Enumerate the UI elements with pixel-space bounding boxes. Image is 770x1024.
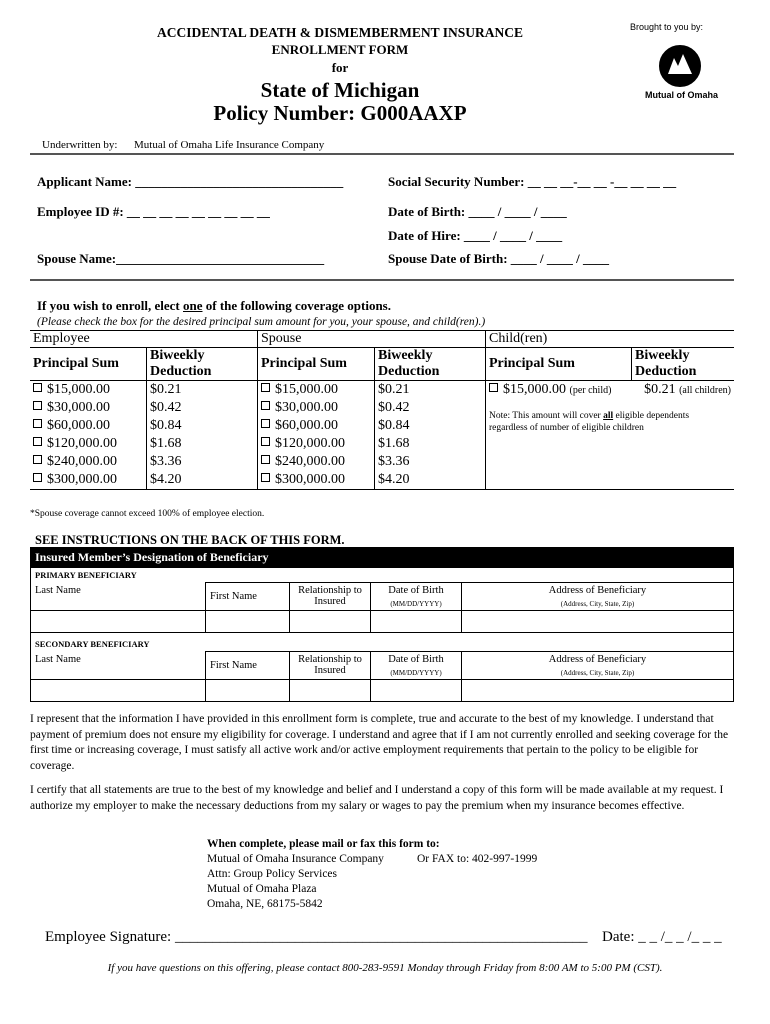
spouse-name-field[interactable]: Spouse Name:________________________________	[37, 251, 325, 266]
policy-number: Policy Number: G000AAXP	[213, 101, 467, 125]
divider	[30, 153, 734, 155]
primary-last-input[interactable]	[31, 611, 206, 633]
checkbox-icon[interactable]	[33, 437, 42, 446]
spouse-sums	[258, 381, 375, 490]
primary-first-input[interactable]	[206, 611, 290, 633]
brought-to-you-label: Brought to you by:	[630, 22, 704, 32]
spouse-option[interactable]: $240,000.00	[261, 453, 371, 471]
secondary-label: SECONDARY BENEFICIARY	[31, 633, 734, 652]
employee-signature-field[interactable]: Employee Signature: _______________________________________________________	[45, 929, 588, 945]
ssn-field[interactable]: Social Security Number: __ __ __-__ __ -__ __ __ __	[388, 174, 677, 189]
underwritten-label: Underwritten by:	[42, 139, 118, 151]
secondary-address-input[interactable]	[462, 680, 734, 702]
mail-line1: Mutual of Omaha Insurance Company	[207, 853, 384, 865]
fax-number: Or FAX to: 402-997-1999	[417, 853, 538, 865]
checkbox-icon[interactable]	[261, 419, 270, 428]
spouse-option[interactable]: $15,000.00	[261, 381, 371, 399]
spouse-option[interactable]: $300,000.00	[261, 471, 371, 489]
primary-label: PRIMARY BENEFICIARY	[31, 568, 734, 583]
beneficiary-heading: Insured Member’s Designation of Beneficiary	[31, 548, 734, 568]
form-title-line1: ACCIDENTAL DEATH & DISMEMBERMENT INSURANCE	[156, 25, 524, 40]
form-title-line3: for	[331, 60, 349, 75]
employee-deductions: $0.21 $0.42 $0.84 $1.68 $3.36 $4.20	[147, 381, 258, 490]
coverage-table	[30, 330, 734, 490]
date-of-birth-field[interactable]: Date of Birth: ____ / ____ / ____	[388, 204, 567, 219]
underwritten-value: Mutual of Omaha Life Insurance Company	[134, 139, 325, 151]
checkbox-icon[interactable]	[261, 437, 270, 446]
child-option[interactable]: $15,000.00 (per child)	[489, 381, 611, 400]
secondary-relationship-input[interactable]	[290, 680, 371, 702]
employee-option[interactable]: $60,000.00	[33, 417, 143, 435]
col-principal-sum: Principal Sum	[486, 348, 632, 381]
divider	[30, 279, 734, 281]
children-note: Note: This amount will cover all eligible dependents regardless of number of eligible children	[489, 411, 690, 433]
primary-address-input[interactable]	[462, 611, 734, 633]
group-children: Child(ren)	[486, 331, 735, 348]
col-biweekly: Biweekly Deduction	[632, 348, 735, 381]
secondary-dob-input[interactable]	[371, 680, 462, 702]
mail-line3: Mutual of Omaha Plaza	[207, 883, 317, 895]
checkbox-icon[interactable]	[261, 383, 270, 392]
checkbox-icon[interactable]	[261, 401, 270, 410]
mail-title: When complete, please mail or fax this form to:	[207, 838, 440, 850]
employee-option[interactable]: $120,000.00	[33, 435, 143, 453]
employee-option[interactable]: $15,000.00	[33, 381, 143, 399]
secondary-last-input[interactable]	[31, 680, 206, 702]
date-of-hire-field[interactable]: Date of Hire: ____ / ____ / ____	[388, 228, 563, 243]
address-label: Address of Beneficiary (Address, City, State, Zip)	[462, 583, 734, 611]
logo-text: Mutual of Omaha	[645, 90, 719, 100]
instructions-note: SEE INSTRUCTIONS ON THE BACK OF THIS FORM.	[35, 533, 345, 547]
checkbox-icon[interactable]	[33, 473, 42, 482]
col-biweekly: Biweekly Deduction	[375, 348, 486, 381]
first-name-label: First Name	[206, 652, 290, 680]
address-label: Address of Beneficiary (Address, City, State, Zip)	[462, 652, 734, 680]
state-title: State of Michigan	[260, 78, 420, 102]
last-name-label: Last Name	[31, 652, 206, 680]
contact-footer: If you have questions on this offering, please contact 800-283-9591 Monday through Friday from 8:00 AM to 5:00 PM (CST).	[107, 962, 663, 974]
dob-label: Date of Birth (MM/DD/YYYY)	[371, 652, 462, 680]
checkbox-icon[interactable]	[489, 383, 498, 392]
primary-dob-input[interactable]	[371, 611, 462, 633]
spouse-footnote: *Spouse coverage cannot exceed 100% of employee election.	[30, 509, 265, 519]
spouse-dob-field[interactable]: Spouse Date of Birth: ____ / ____ / ____	[388, 251, 609, 266]
certification-paragraph: I certify that all statements are true to the best of my knowledge and belief and I understand a copy of this form will be made available at my request. I authorize my employer to make the necessary deductions from my salary or wages to pay the premium when my insurance becomes effective.	[30, 784, 724, 812]
dob-label: Date of Birth (MM/DD/YYYY)	[371, 583, 462, 611]
coverage-title: If you wish to enroll, elect one of the following coverage options.	[37, 298, 391, 313]
checkbox-icon[interactable]	[33, 455, 42, 464]
mail-line4: Omaha, NE, 68175-5842	[207, 898, 323, 910]
employee-option[interactable]: $300,000.00	[33, 471, 143, 489]
checkbox-icon[interactable]	[33, 383, 42, 392]
employee-option[interactable]: $240,000.00	[33, 453, 143, 471]
checkbox-icon[interactable]	[33, 401, 42, 410]
col-principal-sum: Principal Sum	[33, 356, 119, 371]
relationship-label: Relationship to Insured	[290, 583, 371, 611]
relationship-label: Relationship to Insured	[290, 652, 371, 680]
mutual-of-omaha-logo-icon	[650, 44, 710, 88]
employee-sums	[30, 381, 147, 490]
group-employee: Employee	[30, 331, 258, 348]
checkbox-icon[interactable]	[261, 473, 270, 482]
col-biweekly: Biweekly Deduction	[147, 348, 258, 381]
signature-date-field[interactable]: Date: _ _ /_ _ /_ _ _	[602, 929, 722, 945]
mail-line2: Attn: Group Policy Services	[207, 868, 337, 880]
beneficiary-table	[30, 547, 734, 702]
primary-relationship-input[interactable]	[290, 611, 371, 633]
spouse-option[interactable]: $120,000.00	[261, 435, 371, 453]
spouse-option[interactable]: $60,000.00	[261, 417, 371, 435]
col-principal-sum: Principal Sum	[258, 348, 375, 381]
checkbox-icon[interactable]	[33, 419, 42, 428]
representation-paragraph: I represent that the information I have provided in this enrollment form is complete, true and accurate to the best of my knowledge. I understand that payment of premium does not ensure my eligibility for coverage. I understand and agree that if I am not currently enrolled and seeking coverage for the first time or increasing coverage, I must satisfy all active work and/or active employment requirements that pertain to the policy to be eligible for coverage.	[30, 713, 729, 772]
applicant-name-field[interactable]: Applicant Name: ________________________________	[37, 174, 344, 189]
checkbox-icon[interactable]	[261, 455, 270, 464]
children-coverage: $15,000.00 (per child) $0.21 (all children) Note: This amount will cover all eligible dependents regardless of number of eligible children	[486, 381, 735, 490]
group-spouse: Spouse	[258, 331, 486, 348]
employee-option[interactable]: $30,000.00	[33, 399, 143, 417]
last-name-label: Last Name	[31, 583, 206, 611]
form-title-line2: ENROLLMENT FORM	[271, 42, 409, 57]
secondary-first-input[interactable]	[206, 680, 290, 702]
first-name-label: First Name	[206, 583, 290, 611]
spouse-option[interactable]: $30,000.00	[261, 399, 371, 417]
spouse-deductions: $0.21 $0.42 $0.84 $1.68 $3.36 $4.20	[375, 381, 486, 490]
coverage-subtitle: (Please check the box for the desired principal sum amount for you, your spouse, and child(ren).)	[37, 316, 486, 328]
employee-id-field[interactable]: Employee ID #: __ __ __ __ __ __ __ __ __	[37, 204, 270, 219]
